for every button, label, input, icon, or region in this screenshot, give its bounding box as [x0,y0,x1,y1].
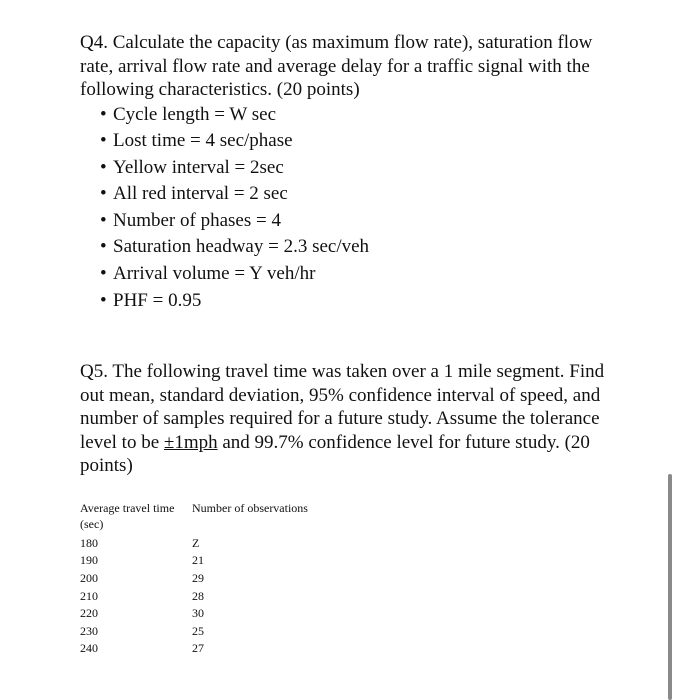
table-row: 180 Z [80,535,200,550]
signal-characteristics-list [80,102,610,315]
list-item: • PHF = 0.95 [80,288,610,315]
question-4-text: Q4. Calculate the capacity (as maximum flow rate), saturation flow rate, arrival flow rate and average delay for a traffic signal with the following characteristics. (20 points) [80,32,593,100]
header-observations: Number of observations [192,501,308,515]
bullet-icon: • [100,130,107,152]
tolerance-value: ±1mph [163,431,218,453]
list-item: • Cycle length = W sec [80,102,610,129]
question-5-text: Q5. The following travel time was taken over a 1 mile segment. Find out mean, standard deviation, 95% confidence interval of speed, and number of samples required for a future study. Assume the tolerance level to be ±1mph and 99.7% confidence level for future study. (20 points) [80,361,605,476]
bullet-icon: • [100,236,107,258]
question-4 [80,31,610,314]
list-item: • Saturation headway = 2.3 sec/veh [80,234,610,261]
bullet-icon: • [100,156,107,178]
table-row: 230 25 [80,623,204,638]
table-header-row [80,500,308,534]
bullet-icon: • [100,183,107,205]
list-item: • Number of phases = 4 [80,208,610,235]
bullet-icon: • [100,289,107,311]
vertical-scrollbar[interactable] [668,474,672,700]
list-item: • All red interval = 2 sec [80,181,610,208]
question-5 [80,360,610,478]
table-row: 240 27 [80,641,204,656]
list-item: • Arrival volume = Y veh/hr [80,261,610,288]
table-row: 190 21 [80,553,204,568]
travel-time-table [80,500,308,657]
list-item: • Yellow interval = 2sec [80,155,610,182]
table-row: 210 28 [80,588,204,603]
header-travel-time: Average travel time (sec) [80,501,175,531]
bullet-icon: • [100,263,107,285]
list-item: • Lost time = 4 sec/phase [80,128,610,155]
table-row: 220 30 [80,606,204,621]
bullet-icon: • [100,209,107,231]
table-row: 200 29 [80,570,204,585]
bullet-icon: • [100,103,107,125]
